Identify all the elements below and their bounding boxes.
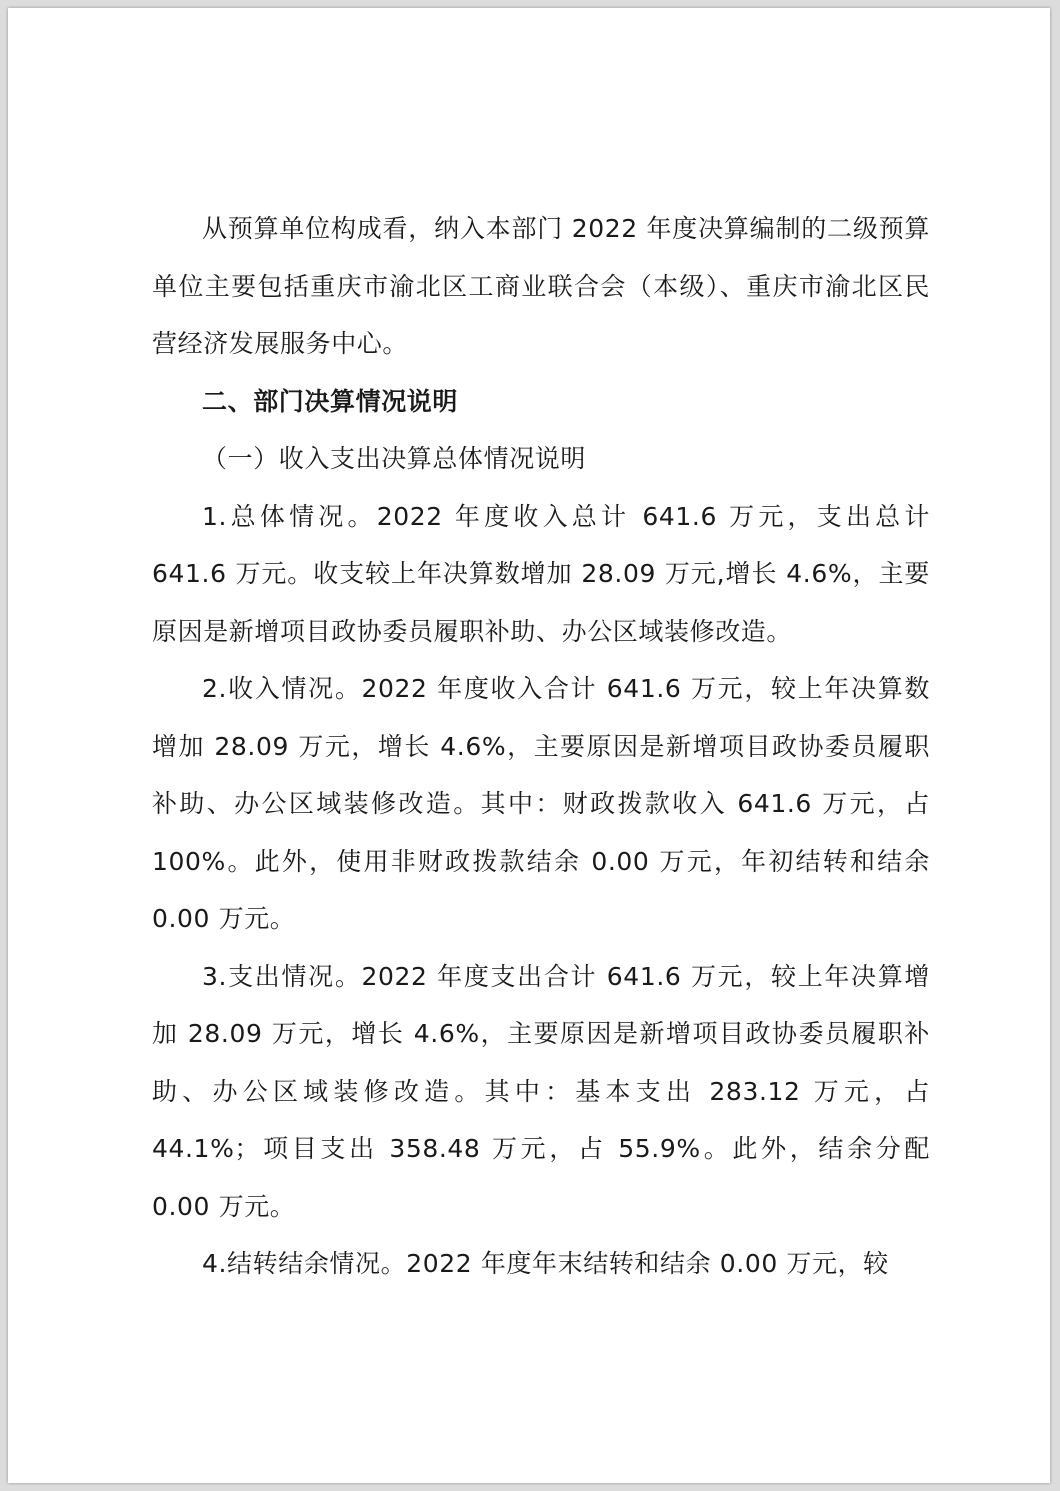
paragraph-income: 2.收入情况。2022 年度收入合计 641.6 万元，较上年决算数增加 28.09 万元，增长 4.6%，主要原因是新增项目政协委员履职补助、办公区域装修改造。其中：财政拨款收入 641.6 万元，占 100%。此外，使用非财政拨款结余 0.00 万元，年初结转和结余 0.00 万元。 (152, 674, 930, 933)
document-body (152, 200, 930, 1293)
document-page (8, 8, 1050, 1483)
subsection-heading: （一）收入支出决算总体情况说明 (202, 444, 587, 473)
paragraph-carryover: 4.结转结余情况。2022 年度年末结转和结余 0.00 万元，较 (202, 1249, 889, 1278)
paragraph-overall: 1.总体情况。2022 年度收入总计 641.6 万元，支出总计 641.6 万元。收支较上年决算数增加 28.09 万元,增长 4.6%，主要原因是新增项目政协委员履职补助、办公区域装修改造。 (152, 501, 930, 646)
paragraph-budget-units: 从预算单位构成看，纳入本部门 2022 年度决算编制的二级预算单位主要包括重庆市渝北区工商业联合会（本级）、重庆市渝北区民营经济发展服务中心。 (152, 214, 930, 358)
section-heading: 二、部门决算情况说明 (202, 386, 459, 416)
paragraph-expenditure: 3.支出情况。2022 年度支出合计 641.6 万元，较上年决算增加 28.09 万元，增长 4.6%，主要原因是新增项目政协委员履职补助、办公区域装修改造。其中：基本支出 283.12 万元，占 44.1%；项目支出 358.48 万元，占 55.9%。此外，结余分配 0.00 万元。 (152, 961, 930, 1221)
